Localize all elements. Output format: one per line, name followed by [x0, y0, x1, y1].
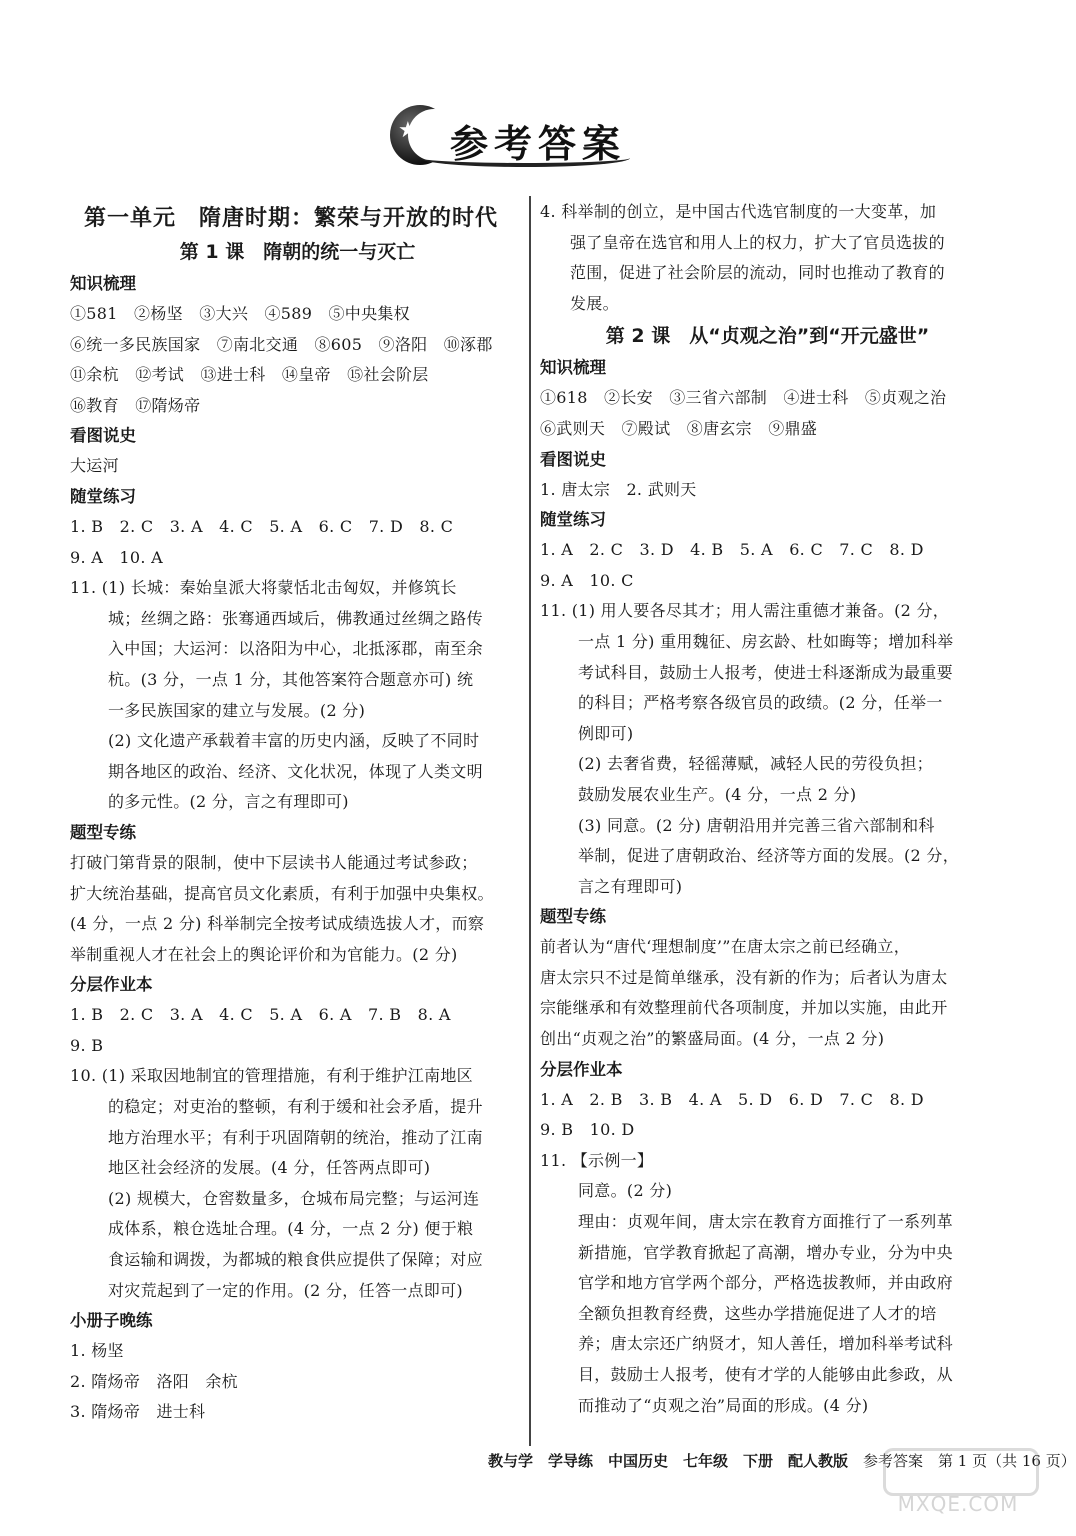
answer-line: 9. B 10. D	[540, 1120, 635, 1140]
page-title: 参考答案	[450, 122, 627, 166]
watermark	[883, 1448, 1033, 1518]
answer-line: 举制，促进了唐朝政治、经济等方面的发展。(2 分，	[578, 846, 960, 866]
answer-line: 例即可)	[578, 723, 634, 743]
answer-line: 期各地区的政治、经济、文化状况，体现了人类文明	[108, 761, 483, 781]
answer-line: (3) 同意。(2 分) 唐朝沿用并完善三省六部制和科	[578, 815, 935, 835]
left-content	[70, 269, 525, 1428]
answer-line: (2) 文化遗产承载着丰富的历史内涵，反映了不同时	[108, 731, 480, 751]
answer-line: 成体系，粮仓选址合理。(4 分，一点 2 分) 便于粮	[108, 1219, 474, 1239]
answer-line: 宗能继承和有效整理前代各项制度，并加以实施，由此开	[540, 998, 948, 1018]
answer-line: 全额负担教育经费，这些办学措施促进了人才的培	[578, 1303, 937, 1323]
answer-line: 打破门第背景的限制，使中下层读书人能通过考试参政；	[70, 852, 478, 872]
footer-page-number: 参考答案 第 1 页（共 16 页）	[863, 1452, 1076, 1470]
answer-line: (2) 规模大，仓窖数量多，仓城布局完整；与运河连	[108, 1188, 480, 1208]
answer-line: 地区社会经济的发展。(4 分，任答两点即可)	[108, 1158, 431, 1178]
answer-line: 鼓励发展农业生产。(4 分，一点 2 分)	[578, 784, 857, 804]
answer-line: 2. 隋炀帝 洛阳 余杭	[70, 1371, 238, 1391]
unit-title: 第一单元 隋唐时期：繁荣与开放的时代	[84, 206, 499, 231]
answer-line: 9. A 10. C	[540, 570, 634, 590]
section-heading: 分层作业本	[540, 1059, 623, 1079]
answer-line: 9. B	[70, 1035, 104, 1055]
answer-line: 1. A 2. C 3. D 4. B 5. A 6. C 7. C 8. D	[540, 540, 924, 560]
answer-line: 食运输和调拨，为都城的粮食供应提供了保障；对应	[108, 1250, 483, 1270]
section-heading: 看图说史	[540, 449, 606, 469]
footer-book-info: 教与学 学导练 中国历史 七年级 下册 配人教版	[488, 1452, 849, 1470]
answer-line: 言之有理即可)	[578, 876, 683, 896]
answer-line: ⑥统一多民族国家 ⑦南北交通 ⑧605 ⑨洛阳 ⑩涿郡	[70, 334, 493, 354]
answer-line: 10. (1) 采取因地制宜的管理措施，有利于维护江南地区	[70, 1066, 473, 1086]
answer-line: 11. 【示例一】	[540, 1150, 654, 1170]
answer-line: 对灾荒起到了一定的作用。(2 分，任答一点即可)	[108, 1280, 463, 1300]
answer-line: 理由：贞观年间，唐太宗在教育方面推行了一系列革	[578, 1212, 953, 1232]
column-divider	[529, 196, 531, 1446]
answer-line: (2) 去奢省费，轻徭薄赋，减轻人民的劳役负担；	[578, 754, 933, 774]
answer-line: 前者认为“唐代‘理想制度’”在唐太宗之前已经确立，	[540, 937, 911, 957]
answer-line: 的多元性。(2 分，言之有理即可)	[108, 792, 349, 812]
answer-line: 大运河	[70, 456, 119, 476]
section-heading: 看图说史	[70, 426, 136, 446]
section-heading: 题型专练	[540, 907, 606, 927]
answer-line: 举制重视人才在社会上的舆论评价和为官能力。(2 分)	[70, 944, 458, 964]
answer-line: 1. 杨坚	[70, 1341, 124, 1361]
answer-line: 1. A 2. B 3. B 4. A 5. D 6. D 7. C 8. D	[540, 1089, 924, 1109]
right-column	[540, 197, 995, 1421]
answer-line: 一点 1 分) 重用魏征、房玄龄、杜如晦等；增加科举	[578, 631, 954, 651]
answer-line: 创出“贞观之治”的繁盛局面。(4 分，一点 2 分)	[540, 1029, 885, 1049]
answer-line: 扩大统治基础，提高官员文化素质，有利于加强中央集权。	[70, 883, 494, 903]
section-heading: 随堂练习	[70, 486, 136, 506]
answer-line: ①581 ②杨坚 ③大兴 ④589 ⑤中央集权	[70, 304, 410, 323]
answer-line: 11. (1) 长城：秦始皇派大将蒙恬北击匈奴，并修筑长	[70, 578, 457, 598]
answer-line: 1. 唐太宗 2. 武则天	[540, 479, 697, 499]
lesson-title: 第 2 课 从“贞观之治”到“开元盛世”	[605, 325, 930, 348]
star-icon: ★	[398, 118, 418, 143]
answer-line: 9. A 10. A	[70, 547, 163, 567]
answer-line: (4 分，一点 2 分) 科举制完全按考试成绩选拔人才，而察	[70, 914, 485, 934]
answer-line: 4. 科举制的创立，是中国古代选官制度的一大变革，加	[540, 202, 937, 221]
answer-line: 考试科目，鼓励士人报考，使进士科逐渐成为最重要	[578, 662, 953, 682]
answer-line: 1. B 2. C 3. A 4. C 5. A 6. A 7. B 8. A	[70, 1005, 451, 1025]
answer-line: 强了皇帝在选官和用人上的权力，扩大了官员选拔的	[570, 232, 945, 252]
answer-line: 养；唐太宗还广纳贤才，知人善任，增加科举考试科	[578, 1334, 953, 1354]
watermark-logo-icon	[883, 1448, 1039, 1496]
answer-line: 3. 隋炀帝 进士科	[70, 1402, 206, 1422]
section-heading: 知识梳理	[540, 358, 606, 378]
right-content	[540, 197, 995, 1421]
answer-line: 11. (1) 用人要各尽其才；用人需注重德才兼备。(2 分，	[540, 601, 950, 621]
left-column	[70, 197, 525, 1428]
answer-line: ⑥武则天 ⑦殿试 ⑧唐玄宗 ⑨鼎盛	[540, 418, 818, 438]
answer-line: 一多民族国家的建立与发展。(2 分)	[108, 700, 366, 720]
lesson-title: 第 1 课 隋朝的统一与灭亡	[179, 241, 416, 263]
answer-line: ⑪余杭 ⑫考试 ⑬进士科 ⑭皇帝 ⑮社会阶层	[70, 365, 429, 385]
answer-line: 1. B 2. C 3. A 4. C 5. A 6. C 7. D 8. C	[70, 516, 454, 536]
answer-line: 目，鼓励士人报考，使有才学的人能够由此参政，从	[578, 1365, 953, 1384]
answer-line: ⑯教育 ⑰隋炀帝	[70, 395, 201, 415]
section-heading: 题型专练	[70, 822, 136, 842]
answer-line: 的稳定；对吏治的整顿，有利于缓和社会矛盾，提升	[108, 1097, 483, 1117]
answer-line: 入中国；大运河：以洛阳为中心，北抵涿郡，南至余	[108, 639, 483, 659]
answer-line: 地方治理水平；有利于巩固隋朝的统治，推动了江南	[108, 1127, 483, 1147]
answer-line: 而推动了“贞观之治”局面的形成。(4 分)	[578, 1395, 869, 1415]
answer-line: 的科目；严格考察各级官员的政绩。(2 分，任举一	[578, 693, 943, 713]
answer-line: 范围，促进了社会阶层的流动，同时也推动了教育的	[570, 263, 945, 283]
answer-line: 新措施，官学教育掀起了高潮，增办专业，分为中央	[578, 1242, 953, 1262]
answer-line: 城；丝绸之路：张骞通西域后，佛教通过丝绸之路传	[108, 608, 483, 628]
section-heading: 小册子晚练	[70, 1311, 153, 1331]
answer-line: 发展。	[570, 293, 619, 313]
answer-line: 唐太宗只不过是简单继承，没有新的作为；后者认为唐太	[540, 967, 948, 987]
answer-line: 同意。(2 分)	[578, 1181, 673, 1201]
section-heading: 随堂练习	[540, 510, 606, 530]
answer-line: ①618 ②长安 ③三省六部制 ④进士科 ⑤贞观之治	[540, 388, 947, 408]
answer-line: 杭。(3 分，一点 1 分，其他答案符合题意亦可) 统	[108, 669, 474, 689]
section-heading: 分层作业本	[70, 975, 153, 995]
watermark-text: MXQE.COM	[897, 1492, 1019, 1516]
header-banner	[390, 105, 640, 171]
section-heading: 知识梳理	[70, 274, 136, 293]
answer-line: 官学和地方官学两个部分，严格选拔教师，并由政府	[578, 1273, 953, 1293]
